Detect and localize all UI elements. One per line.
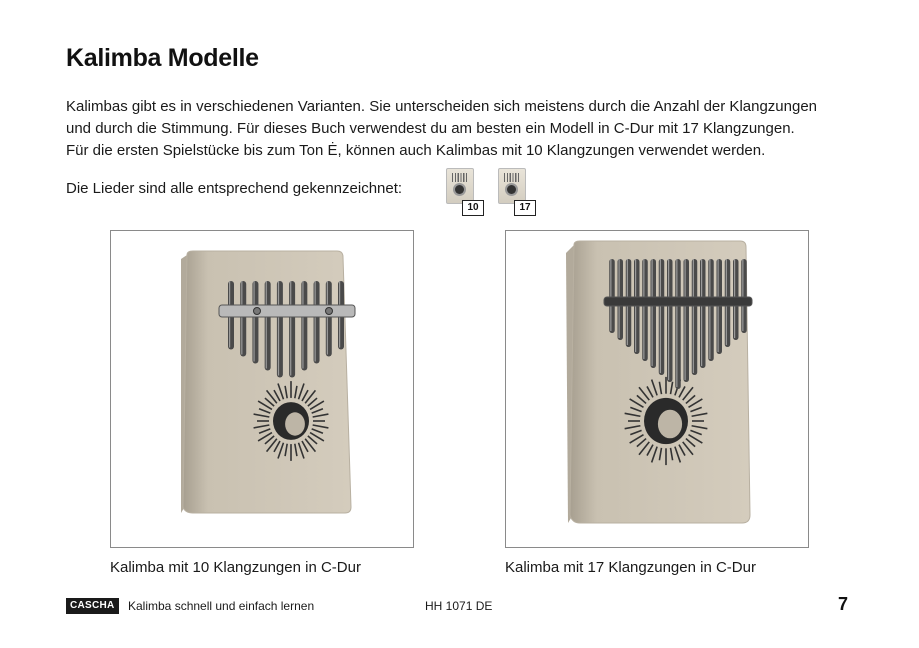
badge-number: 10 bbox=[462, 200, 484, 216]
mini-kalimba-icon bbox=[446, 168, 474, 204]
page-number: 7 bbox=[838, 594, 849, 614]
tine-highlight bbox=[610, 259, 611, 331]
tine bbox=[651, 259, 657, 368]
page-title: Kalimba Modelle bbox=[66, 44, 259, 72]
tine bbox=[684, 259, 690, 382]
tine-highlight bbox=[709, 259, 710, 359]
tine-highlight bbox=[685, 259, 686, 380]
tine bbox=[642, 259, 648, 361]
badge-number: 17 bbox=[514, 200, 536, 216]
badge-10-tines bbox=[444, 168, 484, 216]
tine bbox=[659, 259, 665, 375]
sound-hole-inner bbox=[658, 410, 682, 439]
tine bbox=[667, 259, 673, 382]
tine-highlight bbox=[701, 259, 702, 366]
photo-kalimba-10 bbox=[110, 230, 414, 548]
tine bbox=[675, 259, 681, 389]
tine-highlight bbox=[290, 281, 291, 376]
tine bbox=[314, 281, 320, 364]
tine-highlight bbox=[676, 259, 677, 387]
tine-highlight bbox=[278, 281, 279, 376]
tine bbox=[700, 259, 706, 368]
badge-17-tines bbox=[496, 168, 536, 216]
tine-highlight bbox=[315, 281, 316, 362]
tine bbox=[692, 259, 698, 375]
screw bbox=[254, 308, 261, 315]
screw bbox=[326, 308, 333, 315]
tine bbox=[326, 281, 332, 357]
tine-highlight bbox=[302, 281, 303, 369]
tine-highlight bbox=[266, 281, 267, 369]
kalimba-17-image bbox=[506, 231, 808, 547]
bridge-bar bbox=[604, 297, 752, 306]
tine-highlight bbox=[643, 259, 644, 359]
caption-kalimba-10: Kalimba mit 10 Klangzungen in C-Dur bbox=[110, 559, 361, 576]
photo-kalimba-17 bbox=[505, 230, 809, 548]
footer-book-title: Kalimba schnell und einfach lernen bbox=[128, 599, 315, 613]
tine-highlight bbox=[742, 259, 743, 331]
tine-highlight bbox=[668, 259, 669, 380]
publisher-logo: CASCHA bbox=[66, 598, 119, 614]
tine bbox=[240, 281, 246, 357]
caption-kalimba-17: Kalimba mit 17 Klangzungen in C-Dur bbox=[505, 559, 756, 576]
tine bbox=[301, 281, 307, 371]
bridge-bar bbox=[219, 305, 355, 317]
tine bbox=[265, 281, 271, 371]
footer-code: HH 1071 DE bbox=[425, 599, 493, 613]
tine bbox=[289, 281, 295, 378]
tine bbox=[252, 281, 258, 364]
tine-highlight bbox=[693, 259, 694, 373]
mini-kalimba-icon bbox=[498, 168, 526, 204]
intro-line-2: und durch die Stimmung. Für dieses Buch verwendest du am besten ein Modell in C-Dur mit 17 Klangzungen. bbox=[66, 120, 795, 137]
tine bbox=[708, 259, 714, 361]
tine bbox=[741, 259, 747, 333]
tine-highlight bbox=[241, 281, 242, 355]
intro-line-3: Für die ersten Spielstücke bis zum Ton Ė, können auch Kalimbas mit 10 Klangzungen verwendet werden. bbox=[66, 142, 766, 159]
intro-line-1: Kalimbas gibt es in verschiedenen Varianten. Sie unterscheiden sich meistens durch die Anzahl der Klangzungen bbox=[66, 98, 818, 115]
tine-highlight bbox=[327, 281, 328, 355]
intro-paragraph bbox=[66, 96, 866, 162]
tine bbox=[609, 259, 615, 333]
tine-highlight bbox=[660, 259, 661, 373]
marking-note: Die Lieder sind alle entsprechend gekennzeichnet: bbox=[66, 180, 403, 197]
kalimba-10-image bbox=[111, 231, 413, 547]
tine bbox=[277, 281, 283, 378]
tine-highlight bbox=[253, 281, 254, 362]
tine-highlight bbox=[652, 259, 653, 366]
sound-hole-inner bbox=[285, 412, 305, 435]
